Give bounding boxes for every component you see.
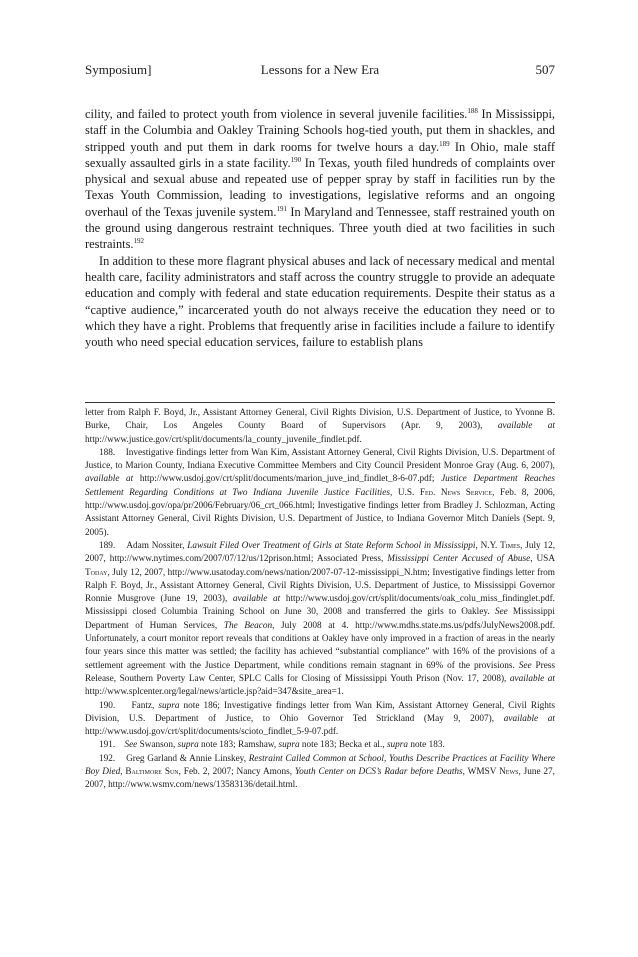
footnote-189: 189. Adam Nossiter, Lawsuit Filed Over Treatment of Girls at State Reform School in Mississippi, N.Y. Times, July 12, 2007, http://www.nytimes.com/2007/07/12/us/12prison.html; Associated Press, Mississippi Center Accused of Abuse, USA Today, July 12, 2007, http://www.usatoday.com/news/nation/2007-07-12-mississippi_N.htm; Investigative findings letter from Ralph F. Boyd, Jr., Assistant Attorney General, Civil Rights Division, U.S. Department of Justice, to Mississippi Governor Ronnie Musgrove (June 19, 2003), available at http://www.usdoj.gov/crt/split/documents/oak_colu_miss_findinglet.pdf. Mississippi closed Columbia Training School on June 30, 2008 and transferred the girls to Oakley. See Mississippi Department of Human Services, The Beacon, July 2008 at 4. http://www.mdhs.state.ms.us/pdfs/JulyNews2008.pdf. Unfortunately, a court monitor report reveals that conditions at Oakley have only improved in a fraction of areas in the nearly four years since this matter was settled; the facility has achieved “substantial compliance” with 16% of the provisions of a settlement agreement with the Justice Department, while conditions remain stagnant in 69% of the provisions. See Press Release, Southern Poverty Law Center, SPLC Calls for Closing of Mississippi Youth Prison (Nov. 17, 2008), available at http://www.splcenter.org/legal/news/article.jsp?aid=347&site_area=1. — [85, 540, 556, 698]
page-number: 507 — [535, 62, 555, 77]
footnote-ref-188: 188 — [467, 107, 478, 115]
footnote-number: 189. — [99, 540, 116, 551]
footnote-ref-192: 192 — [133, 237, 145, 246]
footnote-ref-190: 190 — [290, 155, 302, 164]
footnote-number: 191. — [99, 740, 116, 751]
footnote-191: 191. See Swanson, supra note 183; Ramshaw, supra note 183; Becka et al., supra note 183. — [99, 740, 445, 751]
footnote-number: 190. — [99, 700, 116, 711]
footnote-number: 188. — [99, 447, 116, 458]
footnote-divider — [85, 402, 555, 403]
footnotes — [85, 407, 555, 793]
footnote-continued: letter from Ralph F. Boyd, Jr., Assistant Attorney General, Civil Rights Division, U.S. Department of Justice, to Yvonne B. Burke, Chair, Los Angeles County Board of Supervisors (Apr. 9, 2003), available at http://www.justice.gov/crt/split/documents/la_county_juvenile_findlet.pdf. — [85, 408, 555, 445]
footnote-number: 192. — [99, 753, 116, 764]
main-text — [85, 106, 555, 350]
footnote-188: 188. Investigative findings letter from Wan Kim, Assistant Attorney General, Civil Rights Division, U.S. Department of Justice, to Marion County, Indiana Executive Committee Members and City Council President Monroe Gray (Aug. 6, 2007), available at http://www.usdoj.gov/crt/split/documents/marion_juve_ind_findlet_8-6-07.pdf; Justice Department Reaches Settlement Regarding Conditions at Two Indiana Juvenile Justice Facilities, U.S. Fed. News Service, Feb. 8, 2006, http://www.usdoj.gov/opa/pr/2006/February/06_crt_066.html; Investigative findings letter from Bradley J. Schlozman, Acting Assistant Attorney General, Civil Rights Division, U.S. Department of Justice, to Indiana Governor Mitch Daniels (Sept. 9, 2005). — [85, 447, 555, 538]
header-title: Lessons for a New Era — [260, 62, 380, 77]
footnote-ref-191: 191 — [276, 204, 287, 213]
footnote-192: 192. Greg Garland & Annie Linskey, Restraint Called Common at School, Youths Describe Practices at Facility Where Boy Died, Baltimore Sun, Feb. 2, 2007; Nancy Amons, Youth Center on DCS’s Radar before Deaths, WMSV News, June 27, 2007, http://www.wsmv.com/news/13583136/detail.html. — [85, 753, 555, 791]
footnote-ref-189: 189 — [439, 139, 450, 148]
header-section: Symposium] — [85, 62, 152, 77]
footnote-190: 190. Fantz, supra note 186; Investigative findings letter from Wan Kim, Assistant Attorney General, Civil Rights Division, U.S. Department of Justice, to Ohio Governor Ted Strickland (May 9, 2007), available at http://www.usdoj.gov/crt/split/documents/scioto_findlet_5-9-07.pdf. — [85, 700, 556, 738]
running-header — [85, 62, 555, 82]
paragraph-1: cility, and failed to protect youth from violence in several juvenile facilities.$^{188}$ In Mississippi, staff in the Columbia and Oakley Training Schools hog-tied youth, put them in shackles, and stripped youth and put them in dark rooms for twelve hours a day.$^{189}$ In Ohio, male staff sexually assaulted girls in a state facility.$^{190}$ In Texas, youth filed hundreds of complaints over physical and sexual abuse and repeated use of pepper spray by staff in facilities run by the Texas Youth Commission, leading to investigations, legislative reforms and an ongoing overhaul of the Texas juvenile system.$^{191}$ In Maryland and Tennessee, staff restrained youth on the ground using dangerous restraint techniques. Three youth died at two facilities in such restraints.$^{192}$ — [85, 107, 555, 252]
paragraph-2: In addition to these more flagrant physical abuses and lack of necessary medical and mental health care, facility administrators and staff across the country struggle to provide an adequate education and comply with federal and state education requirements. Despite their status as a “captive audience,” incarcerated youth do not always receive the education they need or to which they have a right. Problems that frequently arise in facilities include a failure to identify youth who need special education services, failure to establish plans — [85, 253, 555, 350]
